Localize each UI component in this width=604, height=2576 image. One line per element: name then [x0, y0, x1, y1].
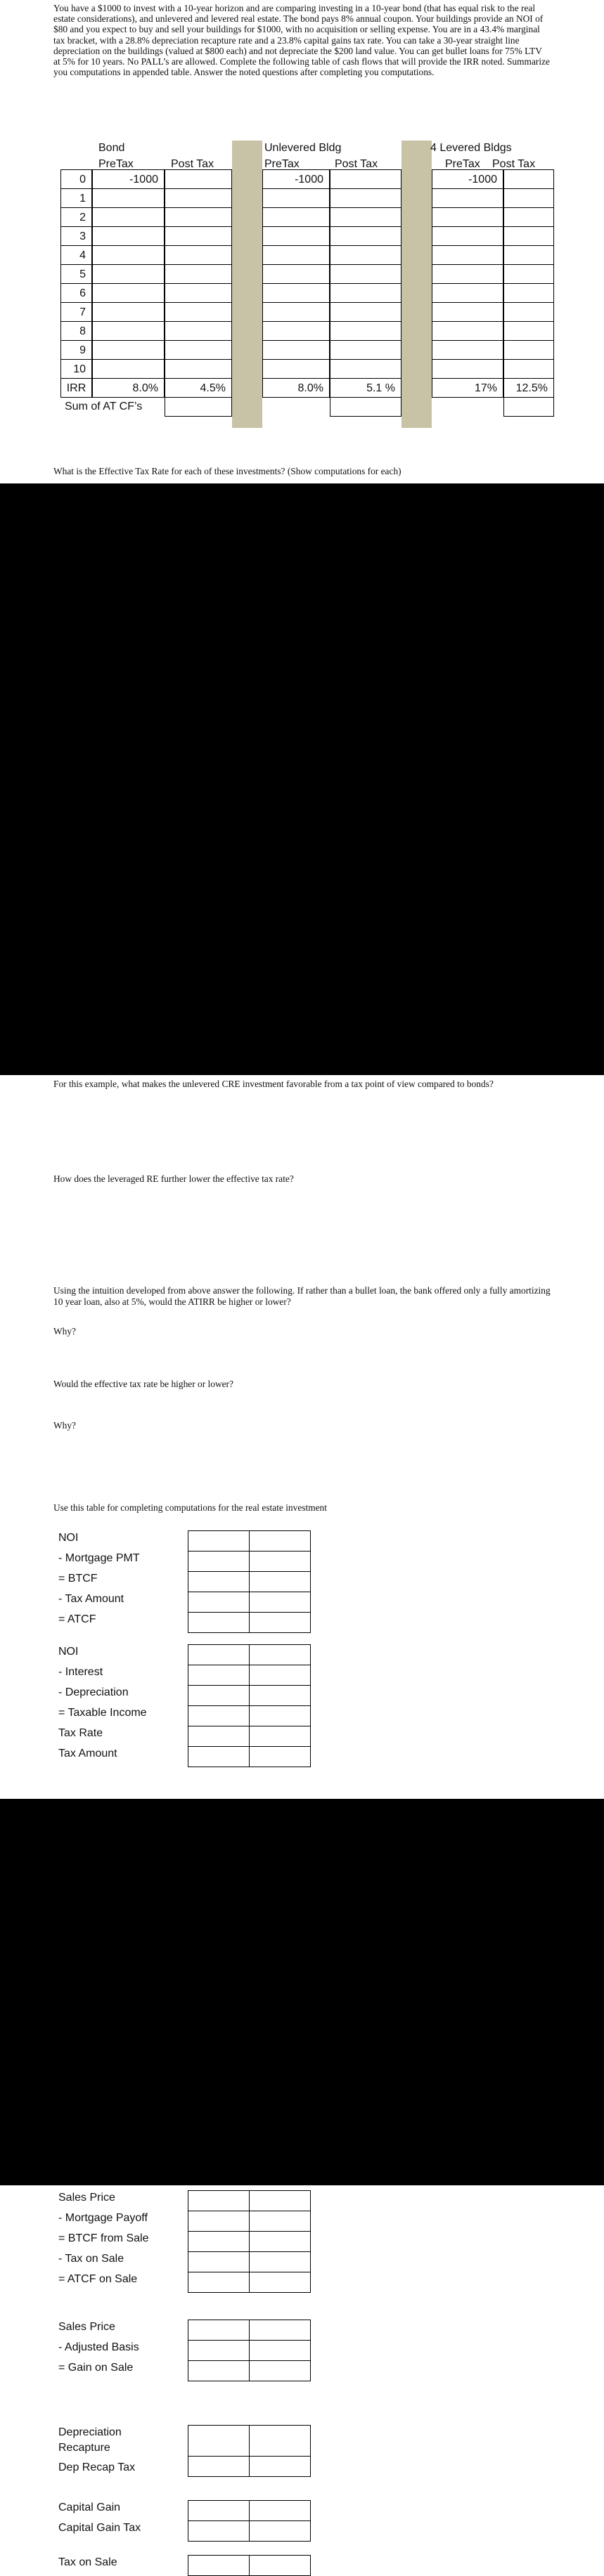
cash-flow-cell[interactable] [432, 264, 503, 284]
cash-flow-cell[interactable] [92, 226, 165, 246]
year-cell: 9 [60, 340, 92, 360]
irr-value: 4.5% [165, 378, 232, 398]
cash-flow-cell[interactable] [330, 226, 401, 246]
comp2-input[interactable] [249, 1746, 311, 1767]
comp1-input[interactable] [249, 1592, 311, 1613]
comp1-input[interactable] [249, 1571, 311, 1592]
sale1-label: = ATCF on Sale [58, 2273, 138, 2285]
col-header-bond-pretax: PreTax [98, 158, 134, 170]
year-cell: 2 [60, 207, 92, 227]
sale2-input[interactable] [249, 2320, 311, 2341]
separator-bar-1 [232, 141, 262, 428]
cash-flow-cell[interactable] [330, 245, 401, 265]
comp2-input[interactable] [188, 1685, 250, 1706]
dep-input[interactable] [188, 2425, 250, 2457]
cash-flow-cell[interactable] [330, 359, 401, 379]
col-header-unlev-pretax: PreTax [264, 158, 300, 170]
sale1-input[interactable] [249, 2272, 311, 2293]
cash-flow-cell[interactable] [330, 169, 401, 189]
year-cell: 0 [60, 169, 92, 189]
sale1-input[interactable] [249, 2251, 311, 2272]
sale1-input[interactable] [249, 2190, 311, 2211]
comp2-input[interactable] [249, 1726, 311, 1747]
comp2-input[interactable] [188, 1746, 250, 1767]
comp2-input[interactable] [188, 1665, 250, 1686]
cash-flow-cell[interactable] [165, 321, 232, 341]
year-cell: 6 [60, 283, 92, 303]
sale2-label: - Adjusted Basis [58, 2341, 139, 2353]
sale2-input[interactable] [188, 2360, 250, 2381]
comp2-input[interactable] [249, 1644, 311, 1665]
cash-flow-cell[interactable] [165, 302, 232, 322]
comp1-input[interactable] [188, 1571, 250, 1592]
cash-flow-cell[interactable] [503, 340, 554, 360]
comp2-input[interactable] [249, 1665, 311, 1686]
comp1-input[interactable] [188, 1551, 250, 1572]
cg-label: Capital Gain [58, 2502, 121, 2513]
col-header-lev-posttax: Post Tax [492, 158, 536, 170]
irr-value: 8.0% [262, 378, 330, 398]
sale1-input[interactable] [249, 2231, 311, 2252]
cash-flow-cell[interactable] [330, 207, 401, 227]
irr-value: 17% [432, 378, 503, 398]
cg-input[interactable] [249, 2500, 311, 2521]
cash-flow-cell[interactable] [503, 283, 554, 303]
worksheet-page-3 [0, 2185, 604, 2575]
sale2-input[interactable] [249, 2340, 311, 2361]
worksheet-page-2 [0, 1075, 604, 1775]
comp1-label: - Mortgage PMT [58, 1552, 140, 1564]
dep-label: Recapture [58, 2442, 110, 2454]
sale1-label: - Tax on Sale [58, 2253, 124, 2265]
cash-flow-cell[interactable]: -1000 [92, 169, 165, 189]
problem-statement: You have a $1000 to invest with a 10-year horizon and are comparing investing in a 10-year bond (that has equal risk to the real estate considerations), and unlevered and levered real estate. The bond pays 8% annual coupon. Your buildings provide an NOI of $80 and you expect to buy and sell your buildings for $1000, with no acquisition or selling expense. You are in a 43.4% marginal tax bracket, with a 28.8% depreciation recapture rate and a 23.8% capital gains tax rate. You can take a 30-year straight line depreciation on the buildings (valued at $800 each) and not depreciate the $200 land value. You can get bullet loans for 75% LTV at 5% for 10 years. No PALL’s are allowed. Complete the following table of cash flows that will provide the IRR noted. Summarize you computations in appended table. Answer the noted questions after completing you computations. [53, 3, 550, 78]
comp2-label: - Depreciation [58, 1686, 129, 1698]
comp1-input[interactable] [188, 1612, 250, 1633]
year-cell: 1 [60, 188, 92, 208]
irr-value: 5.1 % [330, 378, 401, 398]
comp1-input[interactable] [249, 1612, 311, 1633]
cash-flow-cell[interactable] [165, 226, 232, 246]
tos-input[interactable] [188, 2555, 250, 2576]
cash-flow-cell[interactable] [503, 207, 554, 227]
comp2-input[interactable] [249, 1705, 311, 1726]
cash-flow-cell[interactable] [165, 169, 232, 189]
redacted-block-2 [0, 1799, 604, 2185]
sum-lev-posttax[interactable] [503, 397, 554, 417]
cash-flow-cell[interactable] [262, 283, 330, 303]
cash-flow-cell[interactable] [432, 302, 503, 322]
cg-input[interactable] [249, 2520, 311, 2542]
sale1-input[interactable] [249, 2211, 311, 2232]
year-cell: 5 [60, 264, 92, 284]
cash-flow-cell[interactable] [503, 321, 554, 341]
cash-flow-cell[interactable] [503, 359, 554, 379]
cash-flow-cell[interactable] [165, 283, 232, 303]
comp1-label: - Tax Amount [58, 1593, 124, 1605]
cash-flow-cell[interactable] [503, 264, 554, 284]
irr-label: IRR [60, 378, 92, 398]
cash-flow-cell[interactable] [330, 321, 401, 341]
sale1-input[interactable] [188, 2190, 250, 2211]
cash-flow-cell[interactable] [330, 340, 401, 360]
comp2-label: - Interest [58, 1666, 103, 1678]
comp1-label: = ATCF [58, 1613, 96, 1625]
comp2-label: Tax Amount [58, 1748, 117, 1759]
sum-at-cf-label: Sum of AT CF’s [65, 401, 143, 412]
question-leverage-tax-rate: How does the leveraged RE further lower the effective tax rate? [53, 1173, 294, 1184]
cash-flow-cell[interactable] [262, 226, 330, 246]
cash-flow-cell[interactable] [92, 245, 165, 265]
worksheet-page-1 [0, 0, 604, 483]
cash-flow-cell[interactable] [262, 207, 330, 227]
why-1: Why? [53, 1326, 76, 1336]
cash-flow-cell[interactable] [330, 302, 401, 322]
cg-input[interactable] [188, 2500, 250, 2521]
col-header-bond-posttax: Post Tax [171, 158, 214, 170]
cash-flow-cell[interactable] [92, 283, 165, 303]
cash-flow-cell[interactable] [165, 188, 232, 208]
cash-flow-cell[interactable] [330, 283, 401, 303]
cash-flow-cell[interactable] [92, 321, 165, 341]
sale2-label: Sales Price [58, 2321, 115, 2333]
sale1-input[interactable] [188, 2231, 250, 2252]
cash-flow-cell[interactable] [262, 245, 330, 265]
group-header-bond: Bond [98, 142, 125, 154]
comp2-input[interactable] [249, 1685, 311, 1706]
cash-flow-cell[interactable] [262, 264, 330, 284]
comp1-input[interactable] [188, 1530, 250, 1552]
cash-flow-cell[interactable] [432, 340, 503, 360]
sale2-input[interactable] [249, 2360, 311, 2381]
cash-flow-cell[interactable] [262, 321, 330, 341]
sum-bond-posttax[interactable] [165, 397, 232, 417]
sum-unlev-posttax[interactable] [330, 397, 401, 417]
sale1-label: Sales Price [58, 2192, 115, 2204]
cash-flow-cell[interactable] [262, 359, 330, 379]
cash-flow-cell[interactable] [432, 188, 503, 208]
cash-flow-cell[interactable] [503, 188, 554, 208]
cash-flow-cell[interactable] [262, 340, 330, 360]
computation-table-intro: Use this table for completing computations for the real estate investment [53, 1502, 327, 1513]
cash-flow-cell[interactable]: -1000 [432, 169, 503, 189]
cash-flow-cell[interactable] [165, 340, 232, 360]
cash-flow-cell[interactable] [92, 207, 165, 227]
dep-input[interactable] [249, 2425, 311, 2457]
sale2-input[interactable] [188, 2340, 250, 2361]
dep-input[interactable] [188, 2456, 250, 2477]
cash-flow-cell[interactable] [432, 226, 503, 246]
col-header-lev-pretax: PreTax [445, 158, 480, 170]
cash-flow-cell[interactable] [330, 188, 401, 208]
sale1-input[interactable] [188, 2211, 250, 2232]
cash-flow-cell[interactable] [92, 188, 165, 208]
comp1-input[interactable] [188, 1592, 250, 1613]
irr-value: 12.5% [503, 378, 554, 398]
group-header-unlevered: Unlevered Bldg [264, 142, 342, 154]
cash-flow-cell[interactable] [262, 302, 330, 322]
year-cell: 4 [60, 245, 92, 265]
comp2-label: Tax Rate [58, 1727, 103, 1739]
cg-input[interactable] [188, 2520, 250, 2542]
sale1-input[interactable] [188, 2251, 250, 2272]
year-cell: 3 [60, 226, 92, 246]
comp2-label: = Taxable Income [58, 1707, 147, 1719]
group-header-levered: 4 Levered Bldgs [430, 142, 512, 154]
cash-flow-cell[interactable] [165, 207, 232, 227]
irr-value: 8.0% [92, 378, 165, 398]
cash-flow-cell[interactable] [165, 359, 232, 379]
year-cell: 7 [60, 302, 92, 322]
cash-flow-cell[interactable] [165, 264, 232, 284]
dep-label: Dep Recap Tax [58, 2461, 136, 2473]
tos-input[interactable] [249, 2555, 311, 2576]
comp1-input[interactable] [249, 1530, 311, 1552]
sale1-label: - Mortgage Payoff [58, 2212, 148, 2224]
question-effective-tax-rate: What is the Effective Tax Rate for each of these investments? (Show computations for each) [53, 466, 401, 476]
cg-label: Capital Gain Tax [58, 2522, 141, 2534]
comp2-label: NOI [58, 1646, 79, 1658]
cash-flow-cell[interactable] [92, 340, 165, 360]
comp2-input[interactable] [188, 1726, 250, 1747]
sale2-label: = Gain on Sale [58, 2362, 134, 2374]
cash-flow-cell[interactable]: -1000 [262, 169, 330, 189]
cash-flow-cell[interactable] [165, 245, 232, 265]
sale1-input[interactable] [188, 2272, 250, 2293]
cash-flow-cell[interactable] [432, 359, 503, 379]
cash-flow-cell[interactable] [503, 226, 554, 246]
comp1-input[interactable] [249, 1551, 311, 1572]
cash-flow-cell[interactable] [92, 302, 165, 322]
year-cell: 10 [60, 359, 92, 379]
comp2-input[interactable] [188, 1644, 250, 1665]
comp1-label: = BTCF [58, 1573, 98, 1585]
comp1-label: NOI [58, 1532, 79, 1544]
cash-flow-cell[interactable] [262, 188, 330, 208]
sale1-label: = BTCF from Sale [58, 2232, 149, 2244]
sale2-input[interactable] [188, 2320, 250, 2341]
comp2-input[interactable] [188, 1705, 250, 1726]
col-header-unlev-posttax: Post Tax [335, 158, 378, 170]
cash-flow-cell[interactable] [432, 207, 503, 227]
cash-flow-cell[interactable] [432, 283, 503, 303]
dep-label: Depreciation [58, 2426, 122, 2438]
question-unlevered-favorable: For this example, what makes the unlevered CRE investment favorable from a tax point of view compared to bonds? [53, 1079, 494, 1089]
redacted-block [0, 483, 604, 1075]
tos-label: Tax on Sale [58, 2556, 117, 2568]
year-cell: 8 [60, 321, 92, 341]
cash-flow-cell[interactable] [503, 302, 554, 322]
cash-flow-cell[interactable] [92, 264, 165, 284]
dep-input[interactable] [249, 2456, 311, 2477]
cash-flow-cell[interactable] [503, 245, 554, 265]
question-effective-rate-direction: Would the effective tax rate be higher or lower? [53, 1379, 233, 1389]
cash-flow-cell[interactable] [503, 169, 554, 189]
cash-flow-cell[interactable] [330, 264, 401, 284]
cash-flow-cell[interactable] [92, 359, 165, 379]
separator-bar-2 [401, 141, 432, 428]
why-2: Why? [53, 1420, 76, 1431]
cash-flow-cell[interactable] [432, 245, 503, 265]
cash-flow-cell[interactable] [432, 321, 503, 341]
question-amortizing-loan: Using the intuition developed from above answer the following. If rather than a bullet loan, the bank offered only a fully amortizing 10 year loan, also at 5%, would the ATIRR be higher or lower? [53, 1285, 551, 1307]
